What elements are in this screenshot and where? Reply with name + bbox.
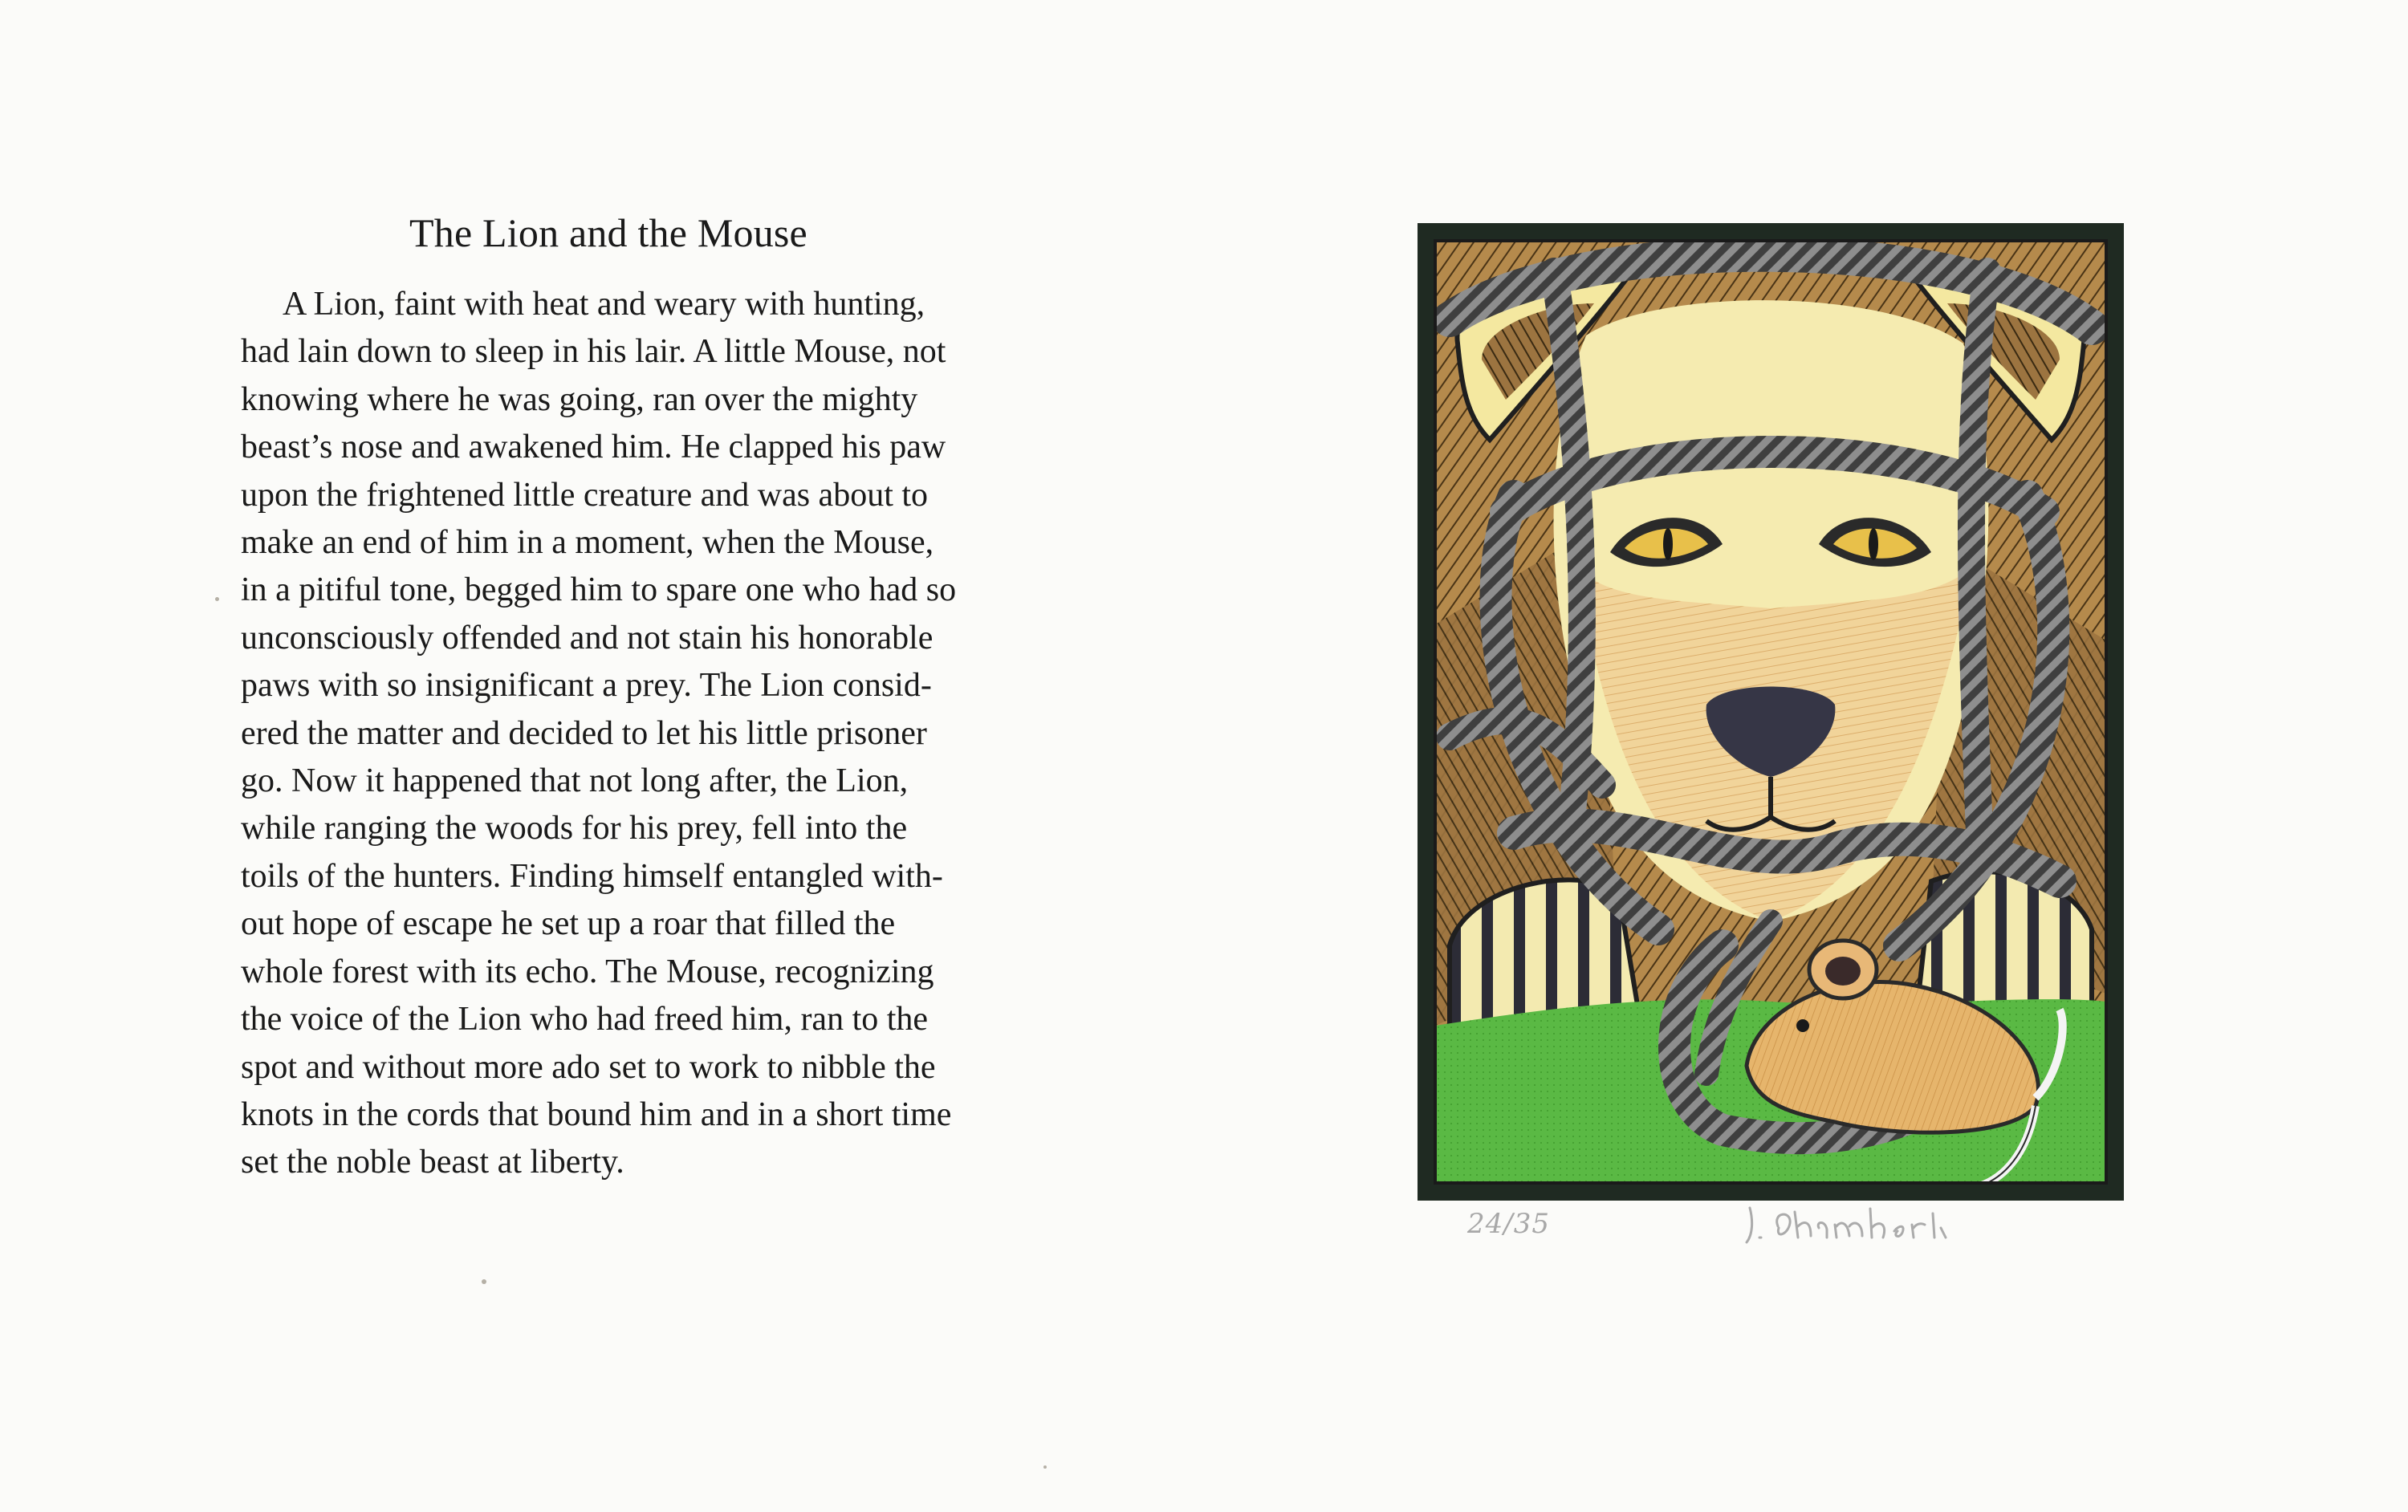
- story-line: while ranging the woods for his prey, fell into the: [241, 810, 908, 847]
- edition-number: 24/35: [1467, 1208, 1550, 1240]
- story-line: upon the frightened little creature and was about to: [241, 476, 929, 514]
- story-line: paws with so insignificant a prey. The Lion consid-: [241, 667, 932, 705]
- fable-title: The Lion and the Mouse: [409, 210, 807, 255]
- story-line: beast’s nose and awakened him. He clapped his paw: [241, 429, 946, 466]
- story-line: in a pitiful tone, begged him to spare one who had so: [241, 571, 957, 609]
- story-line: make an end of him in a moment, when the Mouse,: [241, 524, 934, 562]
- story-line: toils of the hunters. Finding himself entangled with-: [241, 857, 943, 895]
- story-line: unconsciously offended and not stain his honorable: [241, 619, 934, 656]
- signature-mark: [1742, 1196, 1950, 1252]
- paper-speck: [215, 597, 219, 601]
- lion-in-net-with-mouse-illustration: [1418, 223, 2124, 1201]
- story-line: set the noble beast at liberty.: [241, 1144, 624, 1181]
- paper-speck: [482, 1279, 486, 1284]
- paper-speck: [1043, 1465, 1047, 1469]
- woodcut-print: [1418, 223, 2124, 1201]
- story-line: the voice of the Lion who had freed him, ran to the: [241, 1001, 929, 1038]
- fable-story: [241, 281, 1076, 1187]
- story-line: ered the matter and decided to let his little prisoner: [241, 714, 927, 752]
- fable-text-column: [241, 201, 1076, 1187]
- story-line: spot and without more ado set to work to nibble the: [241, 1048, 936, 1086]
- story-line: knowing where he was going, ran over the mighty: [241, 380, 918, 418]
- story-line: go. Now it happened that not long after, the Lion,: [241, 762, 909, 800]
- story-line: whole forest with its echo. The Mouse, recognizing: [241, 953, 934, 990]
- story-line: had lain down to sleep in his lair. A little Mouse, not: [241, 333, 946, 371]
- mouse-eye: [1796, 1019, 1809, 1032]
- story-line: knots in the cords that bound him and in a short time: [241, 1095, 952, 1133]
- artist-signature: [1742, 1196, 1950, 1256]
- story-line: A Lion, faint with heat and weary with hunting,: [283, 286, 925, 323]
- story-line: out hope of escape he set up a roar that filled the: [241, 905, 896, 943]
